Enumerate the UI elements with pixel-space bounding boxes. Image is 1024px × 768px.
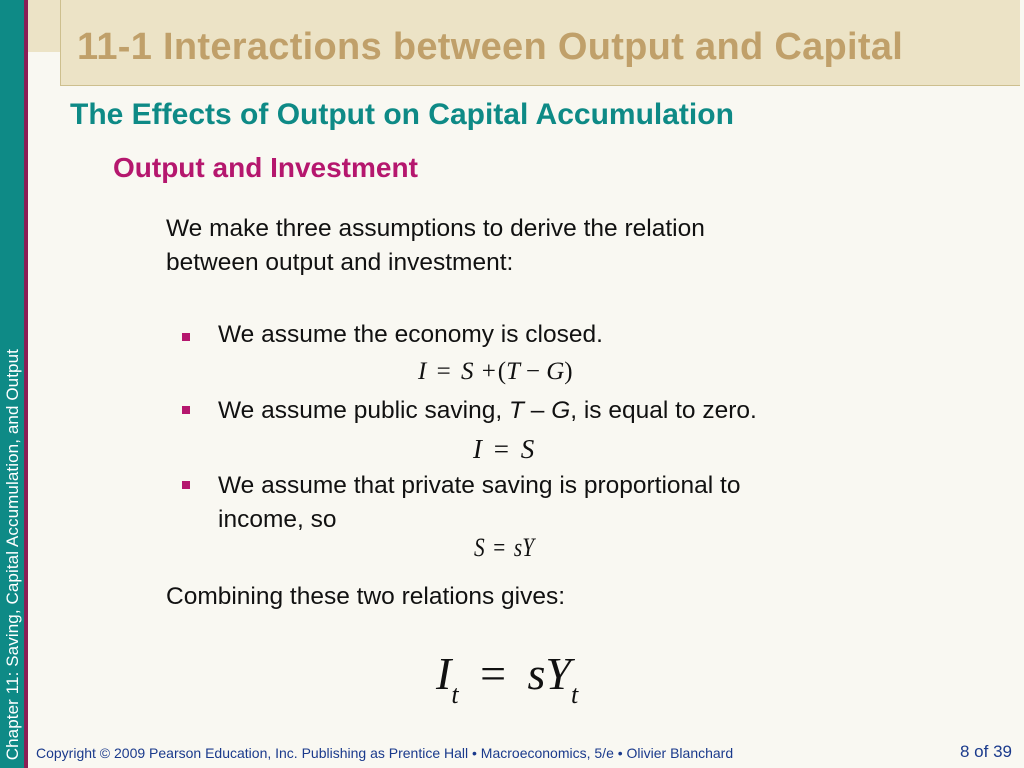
equation-1	[418, 358, 573, 386]
eq3-S: S	[474, 533, 485, 562]
equation-4	[436, 644, 578, 725]
eq4-sub-t-1: t	[451, 680, 459, 709]
intro-line-1: We make three assumptions to derive the relation	[166, 215, 705, 242]
intro-line-2: between output and investment:	[166, 249, 514, 276]
subsection-heading: Output and Investment	[113, 152, 418, 183]
bullet-1-text: We assume the economy is closed.	[218, 321, 603, 348]
section-heading: The Effects of Output on Capital Accumulation	[70, 98, 734, 131]
eq3-sY: sY	[513, 533, 535, 562]
eq1-minus: −	[525, 358, 540, 385]
eq1-plus: +	[481, 358, 496, 385]
title-bar	[60, 0, 1020, 86]
eq4-I: I	[436, 648, 452, 699]
eq3-equals: =	[493, 533, 506, 562]
bullet-2-T: T	[508, 397, 524, 424]
slide-title: 11-1 Interactions between Output and Capital	[77, 26, 904, 68]
eq4-equals: =	[480, 648, 507, 699]
eq4-sub-t-2: t	[571, 680, 579, 709]
eq1-I: I	[418, 358, 427, 385]
title-bar-corner	[28, 0, 60, 52]
bullet-3-text	[218, 469, 740, 537]
eq2-I: I	[473, 434, 482, 464]
eq1-G: G	[546, 358, 565, 385]
bullet-3-line-2: income, so	[218, 506, 337, 533]
eq1-equals: =	[436, 358, 451, 385]
eq1-lparen: (	[497, 358, 507, 385]
equation-3	[474, 533, 534, 563]
left-band-accent	[24, 0, 28, 768]
bullet-marker-1	[182, 333, 190, 341]
copyright-footer: Copyright © 2009 Pearson Education, Inc. Publishing as Prentice Hall • Macroeconomics, 5/e • Olivier Blanchard	[36, 745, 734, 761]
bullet-2-suffix: , is equal to zero.	[570, 397, 757, 424]
eq1-T: T	[506, 358, 520, 385]
bullet-marker-3	[182, 481, 190, 489]
page-number: 8 of 39	[960, 742, 1012, 761]
eq2-equals: =	[493, 434, 509, 464]
combining-text: Combining these two relations gives:	[166, 583, 566, 610]
eq2-S: S	[520, 434, 535, 464]
eq1-rparen: )	[564, 358, 573, 385]
bullet-marker-2	[182, 406, 190, 414]
bullet-2-G: G	[551, 397, 571, 424]
equation-2	[473, 434, 534, 465]
chapter-label: Chapter 11: Saving, Capital Accumulation, and Output	[3, 348, 22, 760]
bullet-3-line-1: We assume that private saving is proportional to	[218, 472, 741, 499]
bullet-2-text	[218, 394, 757, 428]
bullet-2-dash: –	[523, 397, 552, 424]
left-band	[0, 0, 24, 768]
bullet-2-prefix: We assume public saving,	[218, 397, 509, 424]
eq4-sY: sY	[527, 648, 571, 699]
intro-text	[166, 212, 705, 280]
eq1-S: S	[460, 358, 474, 385]
